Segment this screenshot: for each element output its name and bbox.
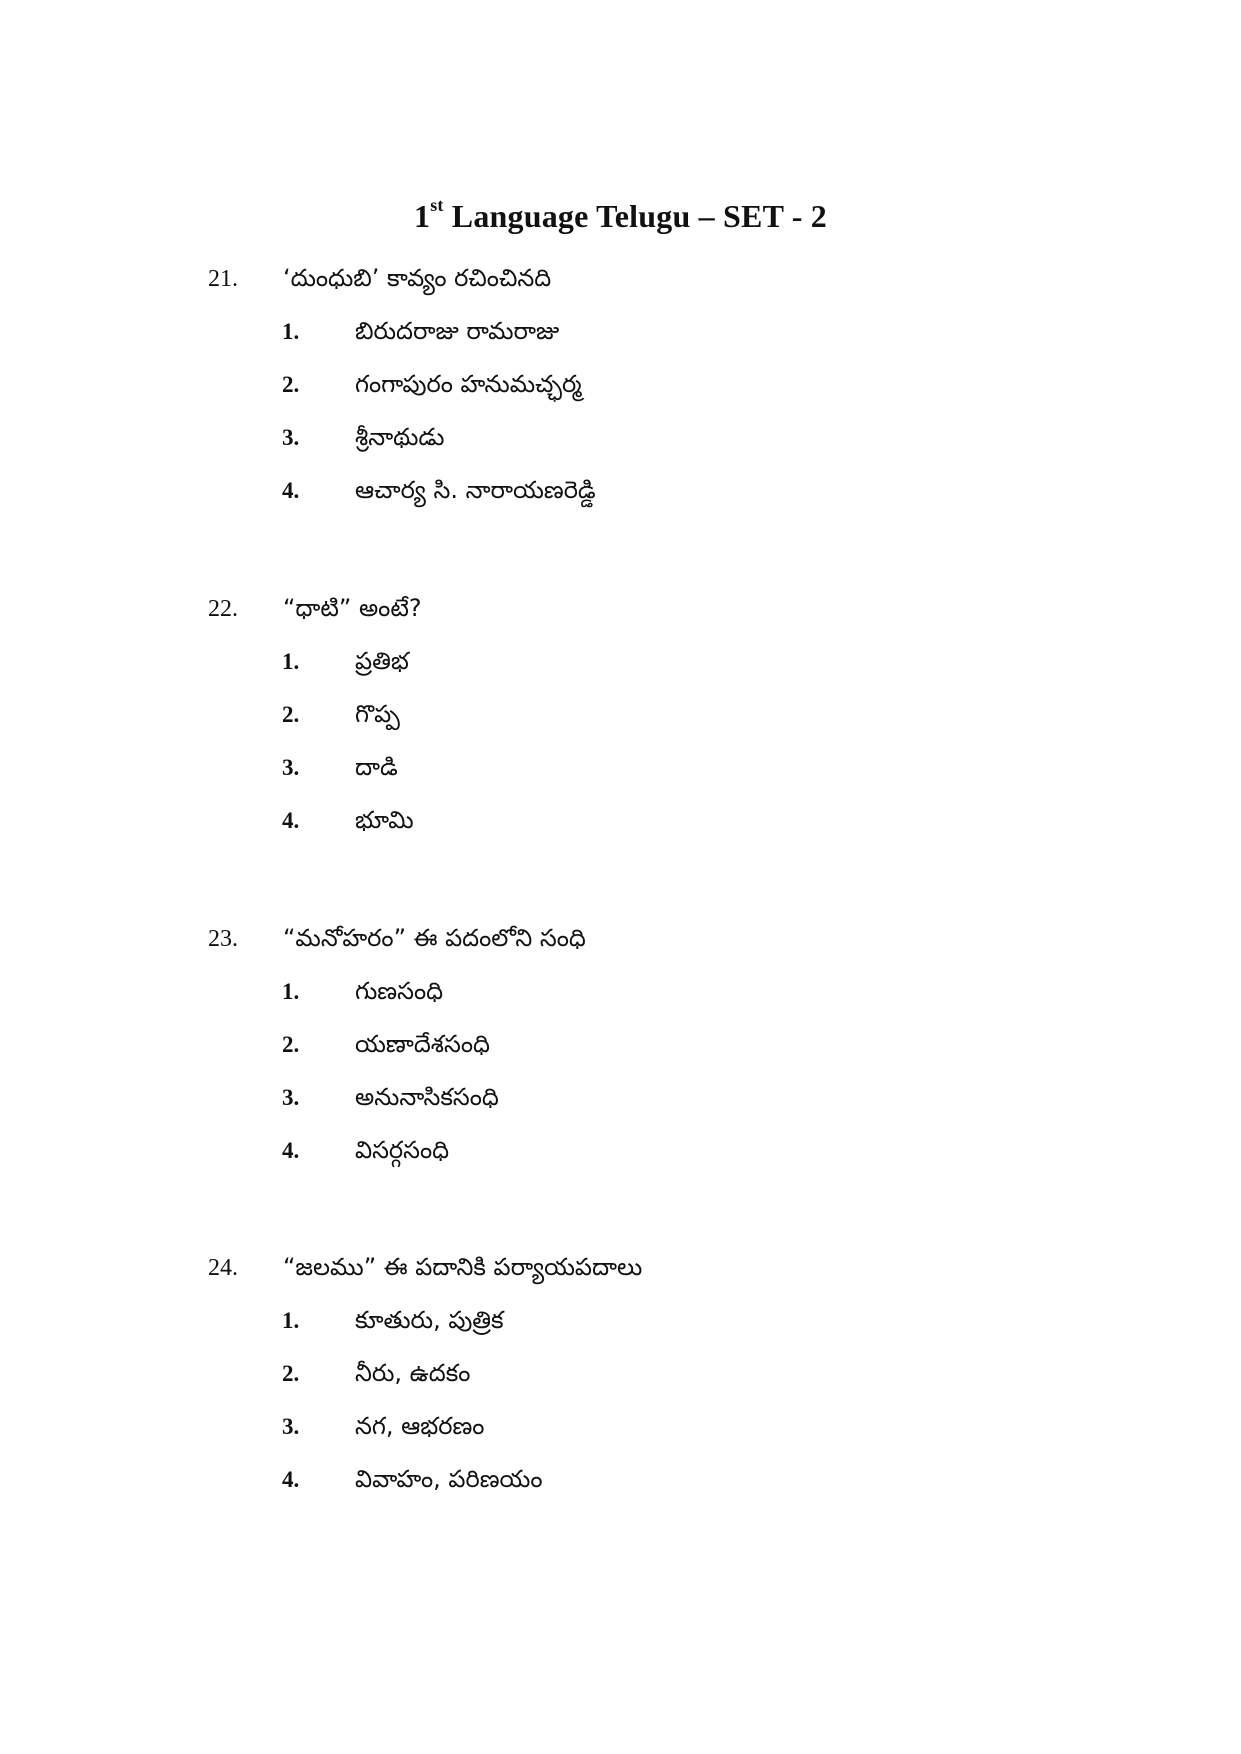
option-number: 3. <box>282 1414 300 1439</box>
option-number: 1. <box>282 649 300 674</box>
question-stem <box>208 924 1108 964</box>
option-text: గంగాపురం హనుమచ్ఛర్మ <box>355 370 582 398</box>
option-number: 3. <box>282 425 300 450</box>
option-item[interactable] <box>282 423 1108 476</box>
option-text: విసర్గసంధి <box>355 1136 450 1164</box>
option-text: నీరు, ఉదకం <box>355 1359 471 1387</box>
option-item[interactable] <box>282 806 1108 859</box>
page-title <box>0 195 1241 235</box>
title-superscript: st <box>430 195 444 216</box>
option-text: కూతురు, పుత్రిక <box>355 1306 504 1334</box>
option-text: బిరుదరాజు రామరాజు <box>355 317 560 345</box>
option-item[interactable] <box>282 700 1108 753</box>
question-24 <box>208 1253 1108 1518</box>
option-number: 4. <box>282 1138 300 1163</box>
option-item[interactable] <box>282 753 1108 806</box>
option-item[interactable] <box>282 1136 1108 1189</box>
option-number: 2. <box>282 1032 300 1057</box>
option-text: గొప్ప <box>355 700 400 728</box>
option-number: 3. <box>282 1085 300 1110</box>
question-stem <box>208 264 1108 304</box>
question-number: 21. <box>208 266 238 292</box>
option-text: గుణసంధి <box>355 977 444 1005</box>
option-item[interactable] <box>282 647 1108 700</box>
option-number: 1. <box>282 319 300 344</box>
question-text: “ధాటి” అంటే? <box>283 594 422 622</box>
option-number: 4. <box>282 478 300 503</box>
question-text: “మనోహరం” ఈ పదంలోని సంధి <box>283 924 586 952</box>
options-list <box>208 317 1108 529</box>
option-number: 4. <box>282 808 300 833</box>
option-item[interactable] <box>282 1412 1108 1465</box>
option-item[interactable] <box>282 1465 1108 1518</box>
option-item[interactable] <box>282 1306 1108 1359</box>
option-item[interactable] <box>282 1030 1108 1083</box>
option-number: 2. <box>282 702 300 727</box>
question-23 <box>208 924 1108 1189</box>
question-stem <box>208 1253 1108 1293</box>
question-text: ‘దుంధుబి’ కావ్యం రచించినది <box>283 264 552 292</box>
question-number: 24. <box>208 1255 238 1281</box>
option-number: 3. <box>282 755 300 780</box>
question-22 <box>208 594 1108 859</box>
question-text: “జలము” ఈ పదానికి పర్యాయపదాలు <box>283 1253 643 1281</box>
option-number: 1. <box>282 979 300 1004</box>
option-text: ఆచార్య సి. నారాయణరెడ్డి <box>355 476 596 504</box>
option-text: యణాదేశసంధి <box>355 1030 490 1058</box>
question-stem <box>208 594 1108 634</box>
option-item[interactable] <box>282 1359 1108 1412</box>
option-text: నగ, ఆభరణం <box>355 1412 485 1440</box>
option-item[interactable] <box>282 977 1108 1030</box>
option-item[interactable] <box>282 317 1108 370</box>
option-number: 1. <box>282 1308 300 1333</box>
question-number: 23. <box>208 926 238 952</box>
option-text: శ్రీనాథుడు <box>355 423 445 451</box>
option-text: అనునాసికసంధి <box>355 1083 499 1111</box>
title-text: Language Telugu – SET - 2 <box>443 198 828 234</box>
options-list <box>208 977 1108 1189</box>
option-text: భూమి <box>355 806 414 834</box>
option-text: వివాహం, పరిణయం <box>355 1465 543 1493</box>
title-prefix: 1 <box>413 198 431 234</box>
question-21 <box>208 264 1108 529</box>
option-number: 4. <box>282 1467 300 1492</box>
question-number: 22. <box>208 596 238 622</box>
option-text: దాడి <box>355 753 398 781</box>
option-item[interactable] <box>282 476 1108 529</box>
option-number: 2. <box>282 1361 300 1386</box>
options-list <box>208 647 1108 859</box>
option-item[interactable] <box>282 1083 1108 1136</box>
option-item[interactable] <box>282 370 1108 423</box>
option-number: 2. <box>282 372 300 397</box>
option-text: ప్రతిభ <box>355 647 409 675</box>
options-list <box>208 1306 1108 1518</box>
